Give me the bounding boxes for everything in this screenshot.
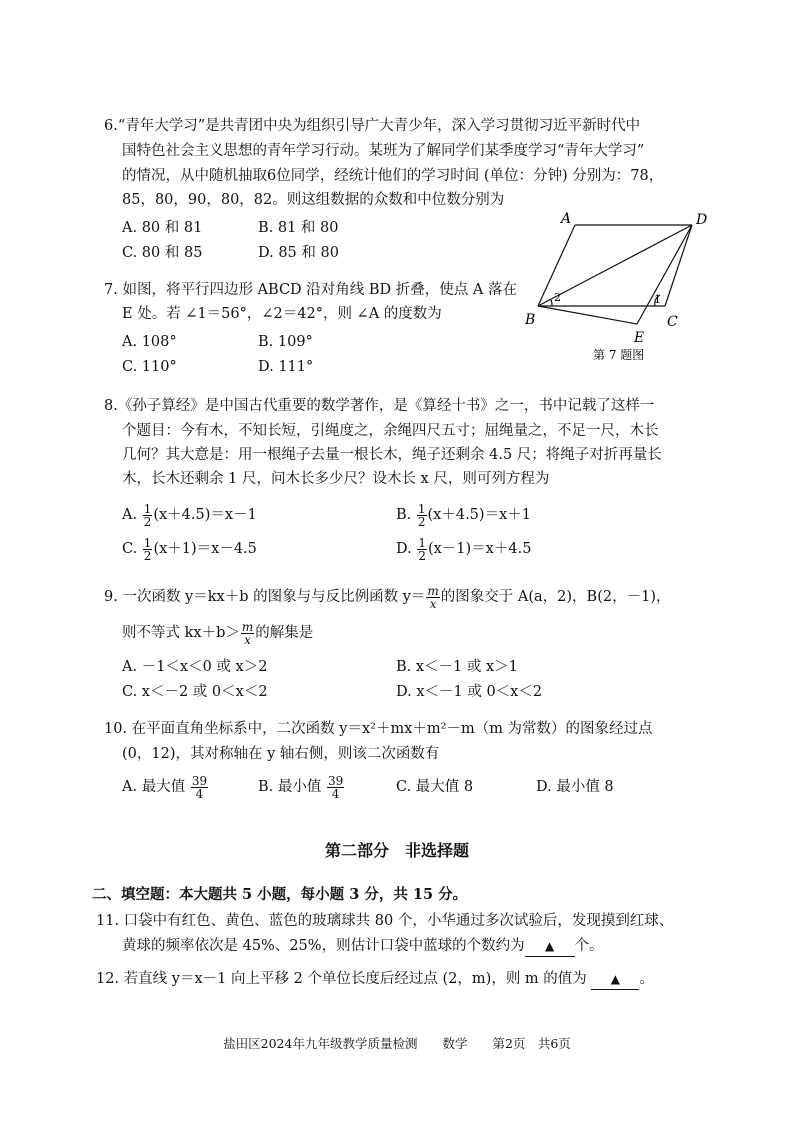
q8-option-a-equation: (x＋4.5)＝x－1 [153, 507, 257, 523]
q7-option-c: C. 110° [122, 359, 177, 375]
q10-line1: 10. 在平面直角坐标系中，二次函数 y＝x²＋mx＋m²－m（m 为常数）的图象经过点 [104, 721, 653, 737]
q9-line2-end: 的解集是 [255, 625, 314, 641]
q8-option-b-fraction [417, 503, 427, 528]
q10-option-d: D. 最小值 8 [536, 779, 614, 795]
section2-heading: 二、填空题：本大题共 5 小题，每小题 3 分，共 15 分。 [92, 886, 468, 903]
label-b: B [525, 312, 536, 328]
q8-option-c-letter: C. [122, 541, 138, 557]
q10-option-b [258, 772, 345, 802]
fraction-denominator: 2 [417, 514, 426, 529]
label-d: D [696, 212, 708, 228]
part2-heading: 第二部分 非选择题 [324, 841, 469, 860]
q8-option-c-equation: (x＋1)＝x－4.5 [153, 541, 257, 557]
q8-option-a-fraction [143, 503, 153, 528]
q6-option-d: D. 85 和 80 [258, 245, 339, 261]
q10-option-a-fraction [191, 775, 208, 800]
q6-option-a: A. 80 和 81 [122, 220, 203, 236]
fraction-numerator: 1 [143, 501, 152, 516]
q6-line4: 85，80，90，80，82。则这组数据的众数和中位数分别为 [122, 192, 505, 208]
fraction-denominator: 4 [331, 786, 340, 801]
q6-option-b: B. 81 和 80 [258, 220, 339, 236]
q9-option-b: B. x＜－1 或 x＞1 [396, 659, 518, 675]
q12-line1 [96, 969, 654, 990]
q11-answer-blank: ▲ [525, 936, 575, 957]
q8-option-d-equation: (x－1)＝x＋4.5 [427, 541, 532, 557]
q7-line2: E 处。若 ∠1＝56°，∠2＝42°，则 ∠A 的度数为 [122, 306, 442, 322]
fraction-numerator: m [427, 583, 439, 598]
q9-line1-end: 的图象交于 A(a，2)，B(2，－1)， [440, 589, 671, 605]
q11-line1: 11. 口袋中有红色、黄色、蓝色的玻璃球共 80 个，小华通过多次试验后，发现摸到红球、 [96, 913, 674, 929]
q6-option-c: C. 80 和 85 [122, 245, 203, 261]
q8-option-c-fraction [143, 537, 153, 562]
q10-line2: (0，12)，其对称轴在 y 轴右侧，则该二次函数有 [122, 746, 440, 762]
q7-option-b: B. 109° [258, 334, 313, 350]
q9-option-d: D. x＜－1 或 0＜x＜2 [396, 684, 543, 700]
fraction-denominator: x [429, 596, 437, 611]
q7-option-a: A. 108° [122, 334, 177, 350]
fraction-denominator: x [244, 632, 251, 647]
q10-option-a [122, 772, 209, 802]
q12-answer-blank: ▲ [591, 969, 639, 990]
fraction-numerator: 1 [143, 535, 152, 550]
q12-line1-end: 。 [639, 971, 654, 987]
q7-line1: 7. 如图，将平行四边形 ABCD 沿对角线 BD 折叠，使点 A 落在 [104, 282, 517, 298]
fraction-numerator: 39 [327, 773, 344, 788]
fraction-denominator: 2 [143, 548, 152, 563]
fraction-denominator: 2 [143, 514, 152, 529]
q9-option-a: A. －1＜x＜0 或 x＞2 [122, 659, 268, 675]
q8-line4: 木，长木还剩余 1 尺，问木长多少尺？设木长 x 尺，则可列方程为 [122, 471, 550, 487]
fraction-denominator: 2 [418, 548, 426, 563]
q8-line1: 8.《孙子算经》是中国古代重要的数学著作，是《算经十书》之一，书中记载了这样一 [104, 398, 655, 414]
q7-figure [525, 205, 725, 365]
q9-fraction-m-over-x [426, 585, 439, 610]
q6-line2: 国特色社会主义思想的青年学习行动。某班为了解同学们某季度学习“青年大学习” [122, 143, 645, 159]
q8-option-a-letter: A. [122, 507, 138, 523]
fraction-numerator: 1 [417, 501, 426, 516]
q8-option-d [396, 535, 531, 563]
q8-option-b [396, 501, 531, 529]
q11-line2-end: 个。 [574, 938, 604, 954]
page-footer: 盐田区2024年九年级教学质量检测 数学 第2页 共6页 [223, 1036, 571, 1051]
fraction-denominator: 4 [195, 786, 204, 801]
label-a: A [561, 211, 572, 227]
q11-line2 [122, 936, 604, 957]
q11-line2-text: 黄球的频率依次是 45%、25%，则估计口袋中蓝球的个数约为 [122, 938, 525, 954]
fraction-numerator: 1 [418, 535, 426, 550]
q7-option-d: D. 111° [258, 359, 314, 375]
q10-option-a-label: A. 最大值 [122, 779, 186, 795]
label-c: C [667, 314, 678, 330]
fraction-numerator: 39 [191, 773, 208, 788]
segment-be [538, 306, 637, 324]
q12-line1-text: 12. 若直线 y＝x－1 向上平移 2 个单位长度后经过点 (2，m)，则 m 的值为 [96, 971, 587, 987]
q8-line3: 几何？其大意是：用一根绳子去量一根长木，绳子还剩余 4.5 尺；将绳子对折再量长 [122, 447, 662, 463]
q9-line2 [122, 618, 313, 648]
q8-option-b-equation: (x＋4.5)＝x＋1 [427, 507, 531, 523]
q9-line1 [104, 582, 670, 612]
q8-option-d-fraction [417, 537, 427, 562]
q10-option-b-fraction [327, 775, 344, 800]
q8-line2: 个题目：今有木，不知长短，引绳度之，余绳四尺五寸；屈绳量之，不足一尺，木长 [122, 423, 659, 439]
q10-option-b-label: B. 最小值 [258, 779, 322, 795]
q9-fraction-m-over-x-2 [241, 621, 254, 646]
q6-line1: 6.“青年大学习”是共青团中央为组织引导广大青少年，深入学习贯彻习近平新时代中 [104, 118, 641, 134]
q10-option-c: C. 最大值 8 [396, 779, 474, 795]
fraction-numerator: m [241, 619, 254, 634]
angle-2-arc [551, 300, 552, 306]
label-angle-2: 2 [554, 291, 561, 304]
q9-option-c: C. x＜－2 或 0＜x＜2 [122, 684, 268, 700]
q9-line1-start: 9. 一次函数 y＝kx＋b 的图象与与反比例函数 y＝ [104, 589, 426, 605]
q6-line3: 的情况，从中随机抽取6位同学，经统计他们的学习时间 (单位：分钟) 分别为：78， [122, 168, 664, 184]
q8-option-d-letter: D. [396, 541, 412, 557]
q8-option-a [122, 501, 257, 529]
figure-caption: 第 7 题图 [593, 348, 645, 362]
label-e: E [634, 330, 645, 346]
q8-option-b-letter: B. [396, 507, 412, 523]
q9-line2-start: 则不等式 kx＋b＞ [122, 625, 240, 641]
q8-option-c [122, 535, 257, 563]
label-angle-1: 1 [654, 293, 661, 306]
